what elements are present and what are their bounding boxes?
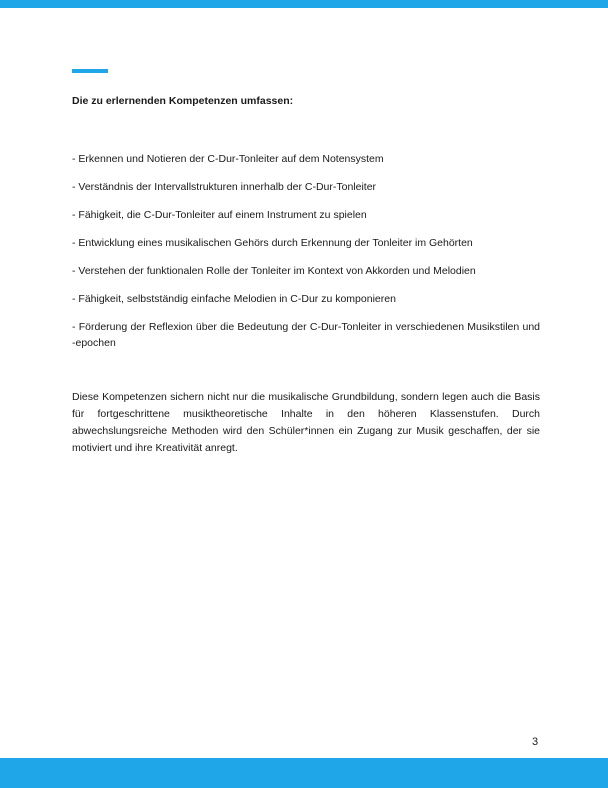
bottom-accent-bar xyxy=(0,758,608,788)
body-paragraph: Diese Kompetenzen sichern nicht nur die musikalische Grundbildung, sondern legen auch die Basis für fortgeschrittene musiktheoretische Inhalte in den höheren Klassenstufen. Durch abwechslungsreiche Methoden wird den Schüler*innen ein Zugang zur Musik geschaffen, der sie motiviert und ihre Kreativität anregt. xyxy=(72,391,540,454)
list-item: - Förderung der Reflexion über die Bedeutung der C-Dur-Tonleiter in verschiedenen Musikstilen und -epochen xyxy=(72,321,540,349)
section-heading: Die zu erlernenden Kompetenzen umfassen: xyxy=(72,95,294,107)
list-item: - Entwicklung eines musikalischen Gehörs durch Erkennung der Tonleiter im Gehörten xyxy=(72,237,473,249)
list-item: - Erkennen und Notieren der C-Dur-Tonleiter auf dem Notensystem xyxy=(72,153,384,165)
top-accent-bar xyxy=(0,0,608,8)
list-item: - Fähigkeit, die C-Dur-Tonleiter auf einem Instrument zu spielen xyxy=(72,209,367,221)
competency-list xyxy=(72,151,540,363)
list-item: - Fähigkeit, selbstständig einfache Melodien in C-Dur zu komponieren xyxy=(72,293,396,305)
list-item: - Verstehen der funktionalen Rolle der Tonleiter im Kontext von Akkorden und Melodien xyxy=(72,265,476,277)
page-number: 3 xyxy=(532,736,539,748)
heading-accent-line xyxy=(72,69,108,73)
list-item: - Verständnis der Intervallstrukturen innerhalb der C-Dur-Tonleiter xyxy=(72,181,377,193)
